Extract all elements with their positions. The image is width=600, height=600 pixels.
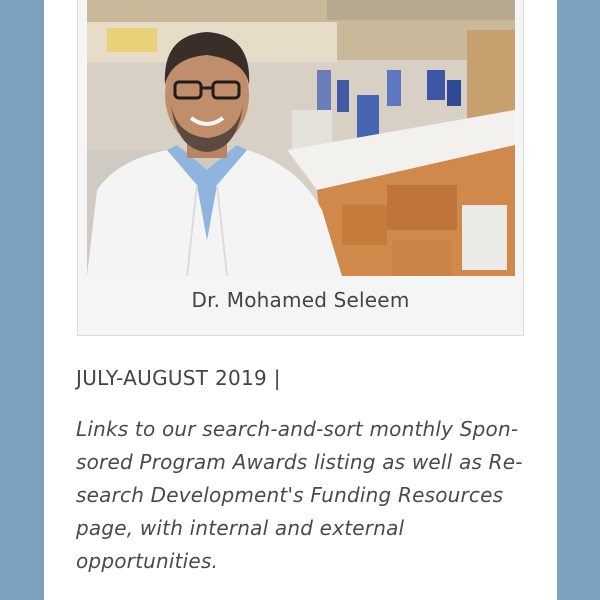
lab-portrait-image <box>87 0 515 276</box>
summary-line: sored Program Awards listing as well as Re- <box>76 450 523 474</box>
summary-line: opportunities. <box>76 549 219 573</box>
article-summary[interactable] <box>76 413 536 578</box>
summary-line: page, with internal and external <box>76 516 405 540</box>
summary-line: search Development's Funding Resources <box>76 483 504 507</box>
summary-line: Links to our search-and-sort monthly Spon- <box>76 417 519 441</box>
profile-photo[interactable] <box>87 0 515 276</box>
profile-figure <box>77 0 524 336</box>
photo-caption: Dr. Mohamed Seleem <box>191 288 410 312</box>
article-date: JULY-AUGUST 2019 | <box>76 366 281 390</box>
content-column <box>44 0 557 600</box>
